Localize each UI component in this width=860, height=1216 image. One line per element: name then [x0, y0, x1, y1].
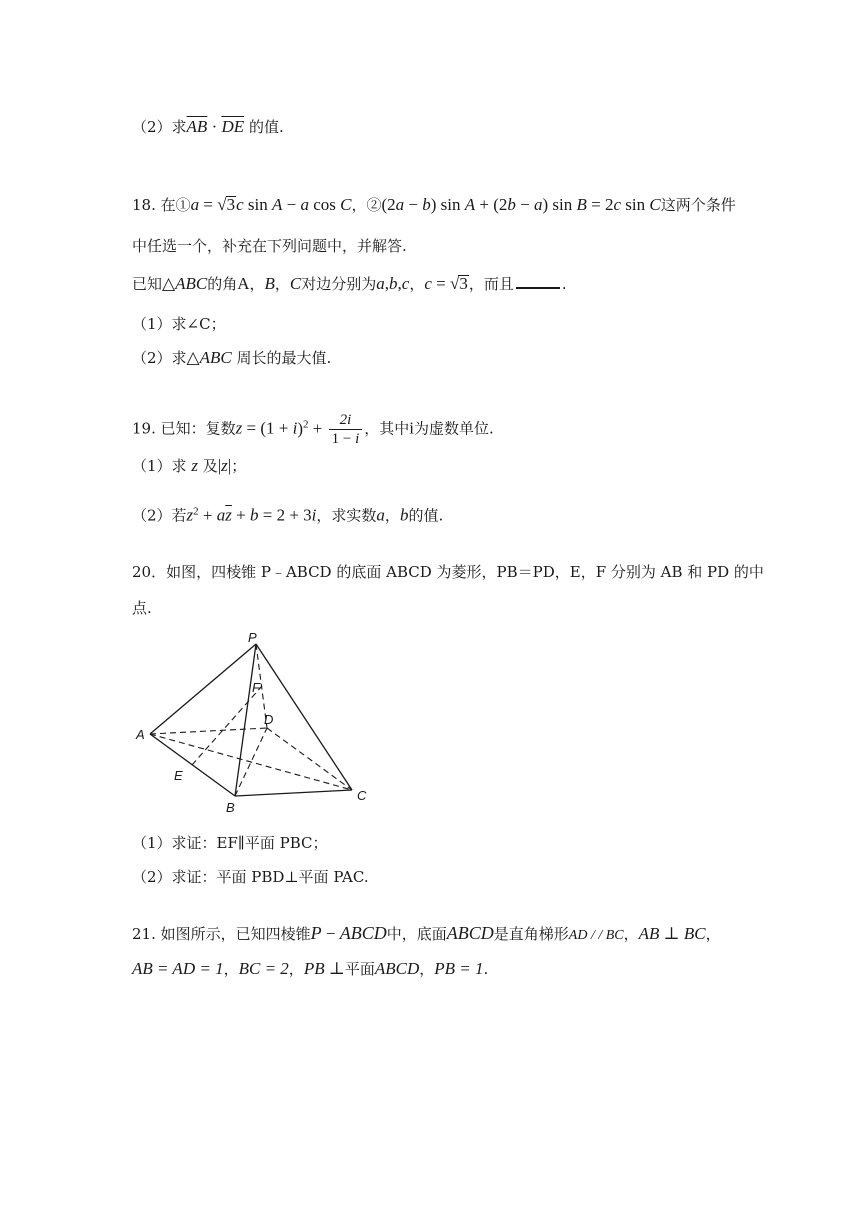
- label-c: C: [357, 788, 367, 803]
- label-e: E: [174, 768, 183, 783]
- q21-line2: AB = AD = 1，BC = 2，PB ⊥平面ABCD，PB = 1.: [132, 959, 489, 978]
- q17-part2: （2）求$\overline{AB} \cdot \overline{DE}$ 的值.: [132, 117, 284, 136]
- q18-line3: 已知△ABC的角A，B，C对边分别为a,b,c，c = √3，而且 .: [132, 274, 567, 293]
- q18-part2: （2）求△ABC 周长的最大值.: [132, 348, 332, 367]
- q18-line1: 18. 在①a = √3c sin A − a cos C，②(2a − b) sin A + (2b − a) sin B = 2c sin C这两个条件: [132, 195, 736, 214]
- q20-part2: （2）求证：平面 PBD⊥平面 PAC.: [132, 868, 369, 886]
- fraction: $\frac{2i}{1 - i}$: [329, 411, 363, 448]
- q19-part1: （1）求 z 及|z|；: [132, 456, 247, 475]
- label-f: F: [252, 680, 260, 695]
- label-b: B: [226, 800, 235, 815]
- label-d: D: [264, 712, 274, 727]
- q18-line2: 中任选一个，补充在下列问题中，并解答.: [132, 237, 407, 255]
- answer-blank[interactable]: [516, 273, 560, 289]
- q19-part2: （2）若$z^2 + a\overline{z} + b = 2 + 3i$，求实数a，b的值.: [132, 505, 444, 525]
- q20-line2: 点.: [132, 599, 152, 617]
- q19-line1: 19. 已知：复数$z = (1 + i)^2$ + $\frac{2i}{1 - i}$ ，其中i为虚数单位.: [132, 412, 494, 448]
- q21-line1: 21. 如图所示，已知四棱锥P − ABCD中，底面ABCD是直角梯形AD / / BC，AB ⊥ BC，: [132, 923, 721, 943]
- pyramid-figure: [132, 628, 382, 818]
- q18-part1: （1）求∠C；: [132, 315, 226, 333]
- label-p: P: [248, 630, 257, 645]
- q20-line1: 20．如图，四棱锥 P﹣ABCD 的底面 ABCD 为菱形，PB＝PD，E，F 分别为 AB 和 PD 的中: [132, 563, 764, 581]
- label-a: A: [136, 727, 145, 742]
- q20-part1: （1）求证：EF∥平面 PBC；: [132, 834, 328, 852]
